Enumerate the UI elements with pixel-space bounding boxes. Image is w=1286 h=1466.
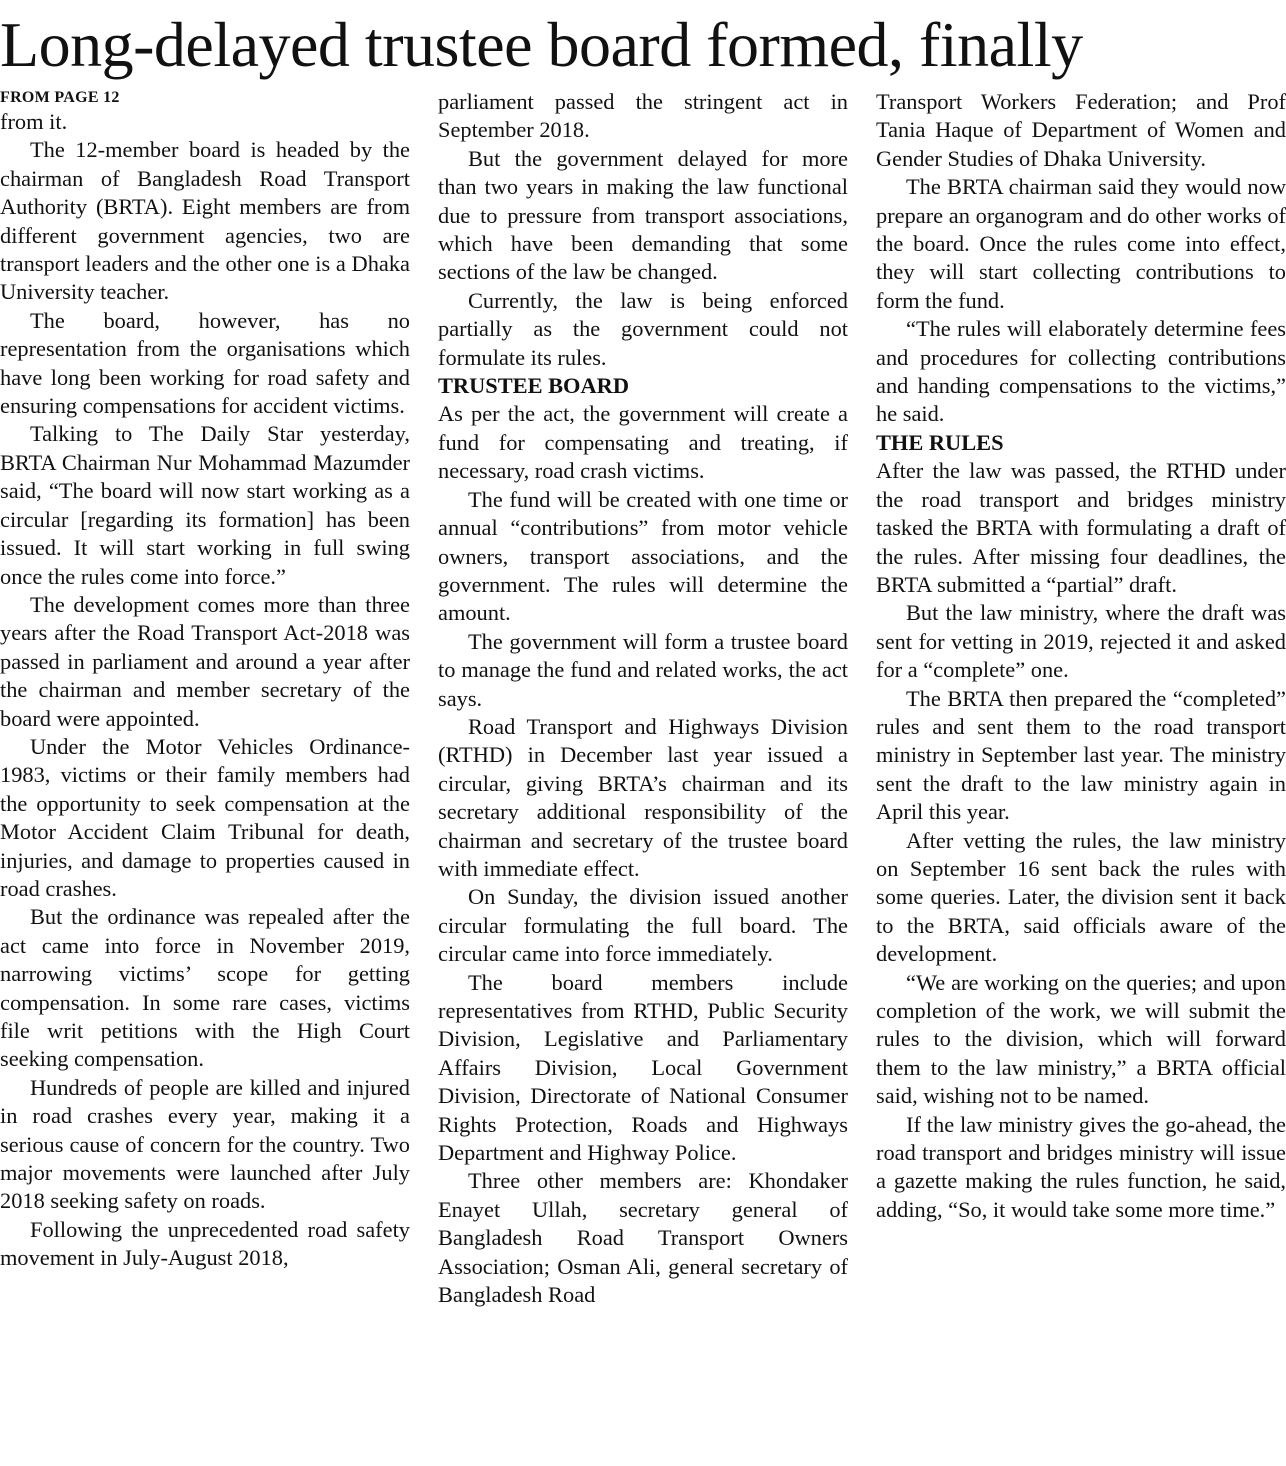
paragraph: After vetting the rules, the law ministry on September 16 sent back the rules with some queries. Later, the division sent it back to the BRTA, said officials aware of the development. bbox=[876, 827, 1286, 967]
column-2 bbox=[438, 88, 848, 1309]
paragraph: The BRTA chairman said they would now prepare an organogram and do other works of the board. Once the rules come into effect, they will start collecting contributions to form the fund. bbox=[876, 174, 1286, 313]
paragraph: from it. bbox=[0, 109, 68, 134]
paragraph: The 12-member board is headed by the chairman of Bangladesh Road Transport Authority (BRTA). Eight members are from different government agencies, two are transport leaders and the other one is a Dhaka University teacher. bbox=[0, 137, 410, 305]
paragraph: Transport Workers Federation; and Prof Tania Haque of Department of Women and Gender Studies of Dhaka University. bbox=[876, 89, 1286, 171]
paragraph: The fund will be created with one time or annual “contributions” from motor vehicle owners, transport associations, and the government. The rules will determine the amount. bbox=[438, 486, 848, 626]
paragraph: On Sunday, the division issued another circular formulating the full board. The circular came into force immediately. bbox=[438, 884, 848, 967]
jump-label: FROM PAGE 12 bbox=[0, 89, 120, 106]
article-body bbox=[0, 88, 1286, 1466]
paragraph: “We are working on the queries; and upon completion of the work, we will submit the rules to the division, which will forward them to the law ministry,” a BRTA official said, wishing not to be named. bbox=[876, 969, 1286, 1109]
paragraph: But the government delayed for more than two years in making the law functional due to pressure from transport associations, which have been demanding that some sections of the law be changed. bbox=[438, 145, 848, 285]
column-1 bbox=[0, 88, 410, 1273]
paragraph: Currently, the law is being enforced partially as the government could not formulate its rules. bbox=[438, 287, 848, 370]
paragraph: The board, however, has no representation from the organisations which have long been working for road safety and ensuring compensations for accident victims. bbox=[0, 307, 410, 419]
paragraph: But the law ministry, where the draft was sent for vetting in 2019, rejected it and asked for a “complete” one. bbox=[876, 600, 1286, 683]
paragraph: Road Transport and Highways Division (RTHD) in December last year issued a circular, giving BRTA’s chairman and its secretary additional responsibility of the chairman and secretary of the trustee board with immediate effect. bbox=[438, 713, 848, 881]
paragraph: Following the unprecedented road safety movement in July-August 2018, bbox=[0, 1216, 410, 1271]
headline: Long-delayed trustee board formed, finally bbox=[0, 9, 1083, 80]
paragraph: Hundreds of people are killed and injured in road crashes every year, making it a serious cause of concern for the country. Two major movements were launched after July 2018 seeking safety on roads. bbox=[0, 1074, 410, 1214]
paragraph: The BRTA then prepared the “completed” rules and sent them to the road transport ministry in September last year. The ministry sent the draft to the law ministry again in April this year. bbox=[876, 685, 1286, 825]
paragraph: Under the Motor Vehicles Ordinance-1983, victims or their family members had the opportunity to seek compensation at the Motor Accident Claim Tribunal for death, injuries, and damage to properties caused in road crashes. bbox=[0, 733, 410, 901]
paragraph: If the law ministry gives the go-ahead, the road transport and bridges ministry will issue a gazette making the rules function, he said, adding, “So, it would take some more time.” bbox=[876, 1111, 1286, 1222]
paragraph: Talking to The Daily Star yesterday, BRTA Chairman Nur Mohammad Mazumder said, “The board will now start working as a circular [regarding its formation] has been issued. It will start working in full swing once the rules come into force.” bbox=[0, 421, 410, 589]
paragraph: “The rules will elaborately determine fees and procedures for collecting contributions and handing compensations to the victims,” he said. bbox=[876, 316, 1286, 427]
paragraph: The board members include representatives from RTHD, Public Security Division, Legislative and Parliamentary Affairs Division, Local Government Division, Directorate of National Consumer Rights Protection, Roads and Highways Department and Highway Police. bbox=[438, 969, 848, 1166]
paragraph: After the law was passed, the RTHD under the road transport and bridges ministry tasked the BRTA with formulating a draft of the rules. After missing four deadlines, the BRTA submitted a “partial” draft. bbox=[876, 458, 1286, 597]
paragraph: As per the act, the government will create a fund for compensating and treating, if necessary, road crash victims. bbox=[438, 401, 848, 484]
subhead-trustee-board: TRUSTEE BOARD bbox=[438, 373, 629, 399]
subhead-the-rules: THE RULES bbox=[876, 429, 1004, 455]
paragraph: The development comes more than three years after the Road Transport Act-2018 was passed in parliament and around a year after the chairman and member secretary of the board were appointed. bbox=[0, 591, 410, 731]
column-3 bbox=[876, 88, 1286, 1224]
paragraph: parliament passed the stringent act in September 2018. bbox=[438, 89, 848, 143]
paragraph: The government will form a trustee board to manage the fund and related works, the act says. bbox=[438, 628, 848, 711]
paragraph: Three other members are: Khondaker Enayet Ullah, secretary general of Bangladesh Road Transport Owners Association; Osman Ali, general secretary of Bangladesh Road bbox=[438, 1168, 848, 1308]
paragraph: But the ordinance was repealed after the act came into force in November 2019, narrowing victims’ scope for getting compensation. In some rare cases, victims file writ petitions with the High Court seeking compensation. bbox=[0, 904, 410, 1072]
